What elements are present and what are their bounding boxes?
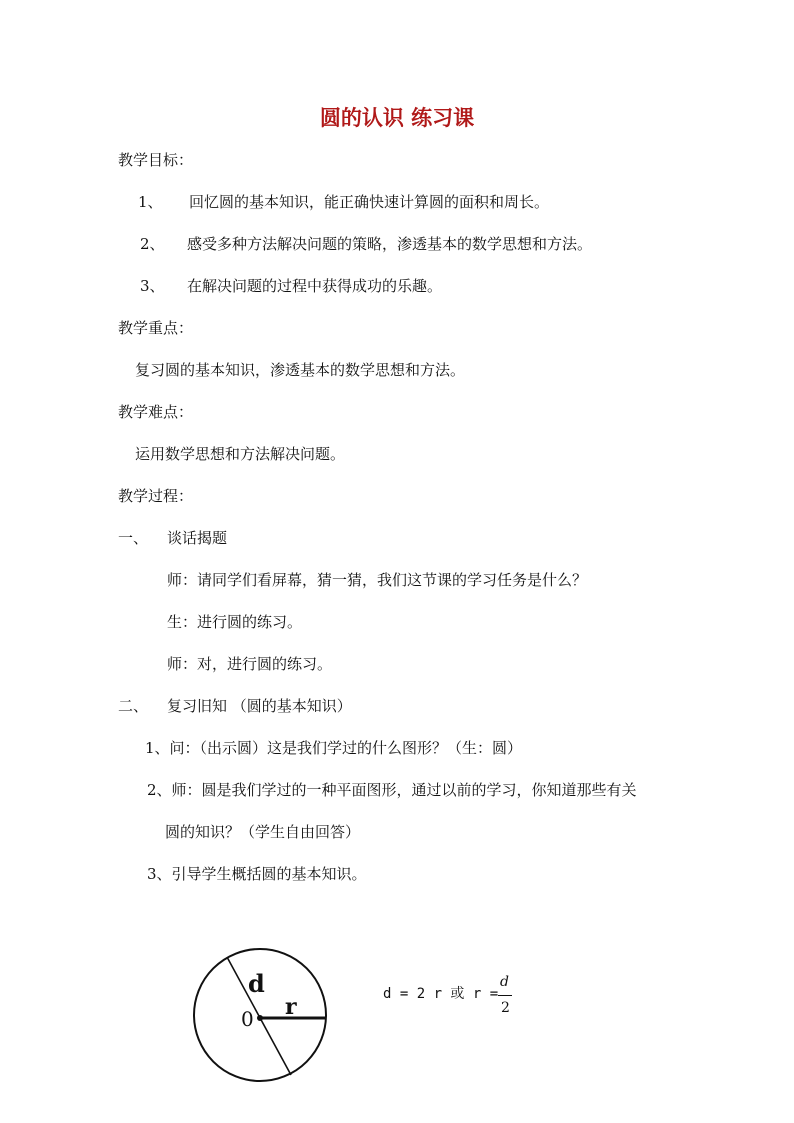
key-points-heading: 教学重点： [118,319,194,337]
goal-number-1: 1、 [138,193,163,211]
section2-line-3: 圆的知识？（学生自由回答） [165,823,361,841]
goals-heading: 教学目标： [118,151,194,169]
section2-number: 二、 [118,697,149,715]
fraction-bar [498,995,512,996]
section2-line-1: 1、问：（出示圆）这是我们学过的什么图形？（生：圆） [145,739,523,757]
diameter-label: d [248,969,265,998]
goal-text-3: 在解决问题的过程中获得成功的乐趣。 [187,277,443,295]
fraction-denominator: 2 [501,1000,510,1016]
section1-line-1: 师：请同学们看屏幕，猜一猜，我们这节课的学习任务是什么？ [167,571,588,589]
section1-title: 谈话揭题 [167,529,228,547]
goal-number-2: 2、 [140,235,165,253]
circle-diagram [185,945,345,1085]
difficulties-heading: 教学难点： [118,403,194,421]
key-points-text: 复习圆的基本知识，渗透基本的数学思想和方法。 [135,361,466,379]
center-label: 0 [241,1007,254,1031]
page-title: 圆的认识 练习课 [319,105,475,130]
center-point [257,1015,263,1021]
section1-line-2: 生：进行圆的练习。 [167,613,303,631]
section1-number: 一、 [118,529,149,547]
section2-line-2: 2、师：圆是我们学过的一种平面图形，通过以前的学习，你知道那些有关 [147,781,637,799]
fraction-d-over-2 [498,974,514,1020]
section2-title: 复习旧知 （圆的基本知识） [167,697,352,715]
fraction-numerator: d [500,974,509,990]
process-heading: 教学过程： [118,487,194,505]
goal-text-2: 感受多种方法解决问题的策略，渗透基本的数学思想和方法。 [187,235,593,253]
goal-number-3: 3、 [140,277,165,295]
radius-label: r [285,994,297,1020]
section2-line-4: 3、引导学生概括圆的基本知识。 [147,865,367,883]
diameter-radius-formula: d = 2 r 或 r = [383,986,499,1002]
difficulties-text: 运用数学思想和方法解决问题。 [135,445,346,463]
section1-line-3: 师：对，进行圆的练习。 [167,655,333,673]
goal-text-1: 回忆圆的基本知识，能正确快速计算圆的面积和周长。 [189,193,550,211]
